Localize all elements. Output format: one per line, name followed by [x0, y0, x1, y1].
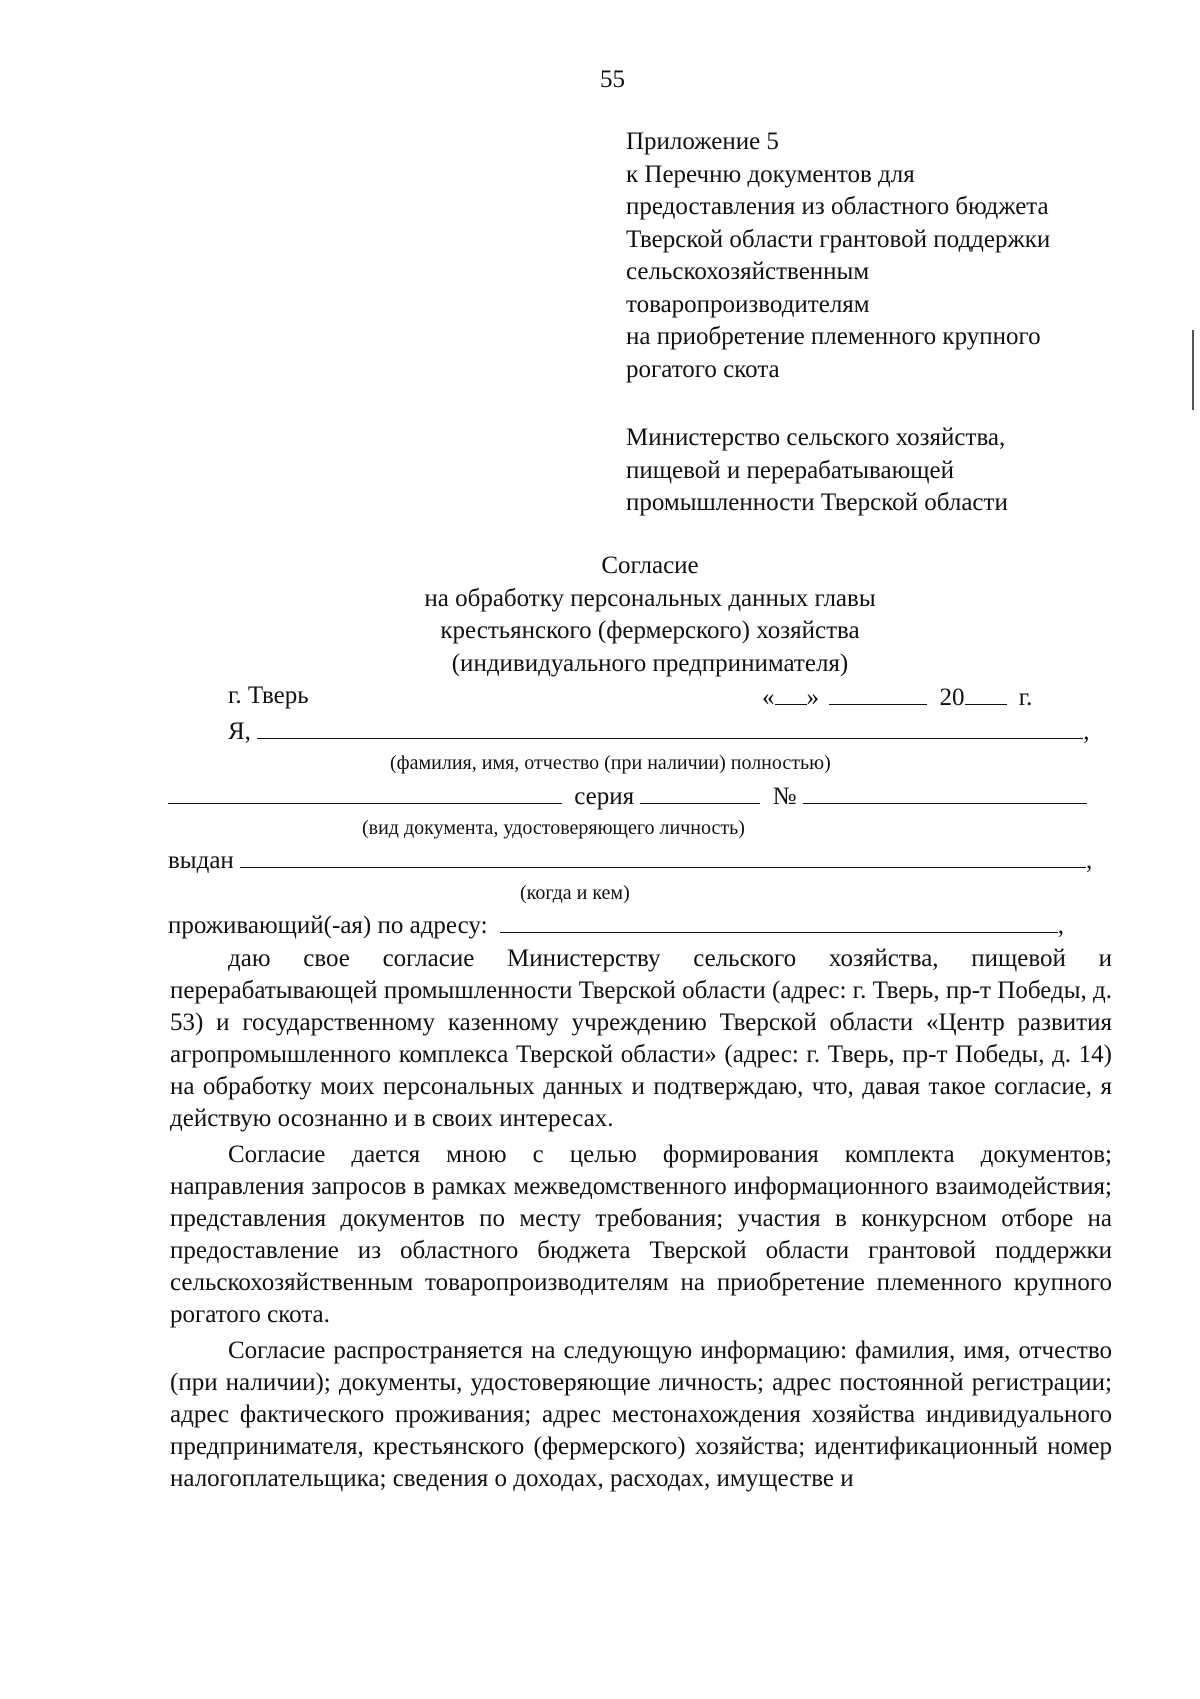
document-title	[300, 550, 1000, 680]
fio-caption: (фамилия, имя, отчество (при наличии) полностью)	[390, 752, 831, 774]
appendix-line: Приложение 5	[626, 128, 779, 155]
date-field	[762, 682, 1032, 712]
fio-comma: ,	[1083, 718, 1090, 745]
month-blank[interactable]	[829, 682, 927, 705]
year-blank[interactable]	[965, 682, 1007, 705]
series-blank[interactable]	[640, 781, 760, 804]
issued-row	[168, 845, 1108, 875]
paragraph-scope: Согласие распространяется на следующую информацию: фамилия, имя, отчество (при наличии); документы, удостоверяющие личность; адрес постоянной регистрации; адрес фактического проживания; адрес местонахождения хозяйства индивидуального предпринимателя, крестьянского (фермерского) хозяйства; идентификационный номер налогоплательщика; сведения о доходах, расходах, имуществе и	[170, 1337, 1112, 1492]
title-line: крестьянского (фермерского) хозяйства	[440, 617, 860, 644]
address-row	[168, 910, 1108, 940]
number-blank[interactable]	[803, 781, 1087, 804]
address-comma: ,	[1057, 912, 1065, 939]
appendix-line: предоставления из областного бюджета	[626, 193, 1049, 220]
document-caption: (вид документа, удостоверяющего личность)	[362, 817, 745, 839]
appendix-line: сельскохозяйственным	[626, 258, 870, 285]
date-open-quote: «	[762, 684, 775, 711]
addressee-line: пищевой и перерабатывающей	[626, 456, 955, 484]
day-blank[interactable]	[775, 682, 807, 705]
issued-label: выдан	[168, 847, 234, 874]
scan-edge-line	[1192, 330, 1194, 410]
paragraph-purpose: Согласие дается мною с целью формирования комплекта документов; направления запросов в рамках межведомственного информационного взаимодействия; представления документов по месту требования; участия в конкурсном отборе на предоставление из областного бюджета Тверской области грантовой поддержки сельскохозяйственным товаропроизводителям на приобретение племенного крупного рогатого скота.	[170, 1141, 1112, 1328]
title-line: (индивидуального предпринимателя)	[451, 649, 849, 677]
title-line: на обработку персональных данных главы	[424, 584, 876, 612]
issued-comma: ,	[1086, 847, 1093, 874]
addressee-line: Министерство сельского хозяйства,	[626, 424, 1006, 451]
page-number: 55	[600, 66, 625, 93]
i-label: Я,	[228, 718, 251, 745]
paragraph-consent: даю свое согласие Министерству сельского хозяйства, пищевой и перерабатывающей промышленности Тверской области (адрес: г. Тверь, пр-т Победы, д. 53) и государственному казенному учреждению Тверской области «Центр развития агропромышленного комплекса Тверской области» (адрес: г. Тверь, пр-т Победы, д. 14) на обработку моих персональных данных и подтверждаю, что, давая такое согласие, я действую осознанно и в своих интересах.	[170, 945, 1112, 1132]
issued-caption: (когда и кем)	[520, 882, 630, 904]
appendix-line: товаропроизводителям	[626, 290, 870, 318]
addressee-line: промышленности Тверской области	[626, 489, 1008, 516]
title-line: Согласие	[601, 552, 699, 579]
document-type-blank[interactable]	[168, 781, 562, 804]
consent-body	[170, 943, 1112, 1495]
fio-row	[228, 716, 1108, 746]
appendix-line: Тверской области грантовой поддержки	[626, 225, 1051, 253]
appendix-line: на приобретение племенного крупного	[626, 323, 1041, 350]
appendix-line: к Перечню документов для	[626, 160, 915, 188]
fio-blank[interactable]	[257, 716, 1083, 739]
year-prefix: 20	[939, 684, 965, 711]
addressee-block	[626, 422, 1146, 520]
document-row	[168, 781, 1108, 811]
number-label: №	[772, 783, 797, 810]
appendix-reference	[626, 126, 1146, 386]
city-label: г. Тверь	[228, 682, 309, 709]
issued-blank[interactable]	[240, 845, 1086, 868]
series-label: серия	[574, 783, 635, 810]
address-blank[interactable]	[500, 910, 1058, 933]
date-close-quote: »	[806, 684, 819, 711]
address-label: проживающий(-ая) по адресу:	[168, 912, 488, 939]
appendix-line: рогатого скота	[626, 355, 780, 383]
year-suffix: г.	[1018, 684, 1033, 711]
